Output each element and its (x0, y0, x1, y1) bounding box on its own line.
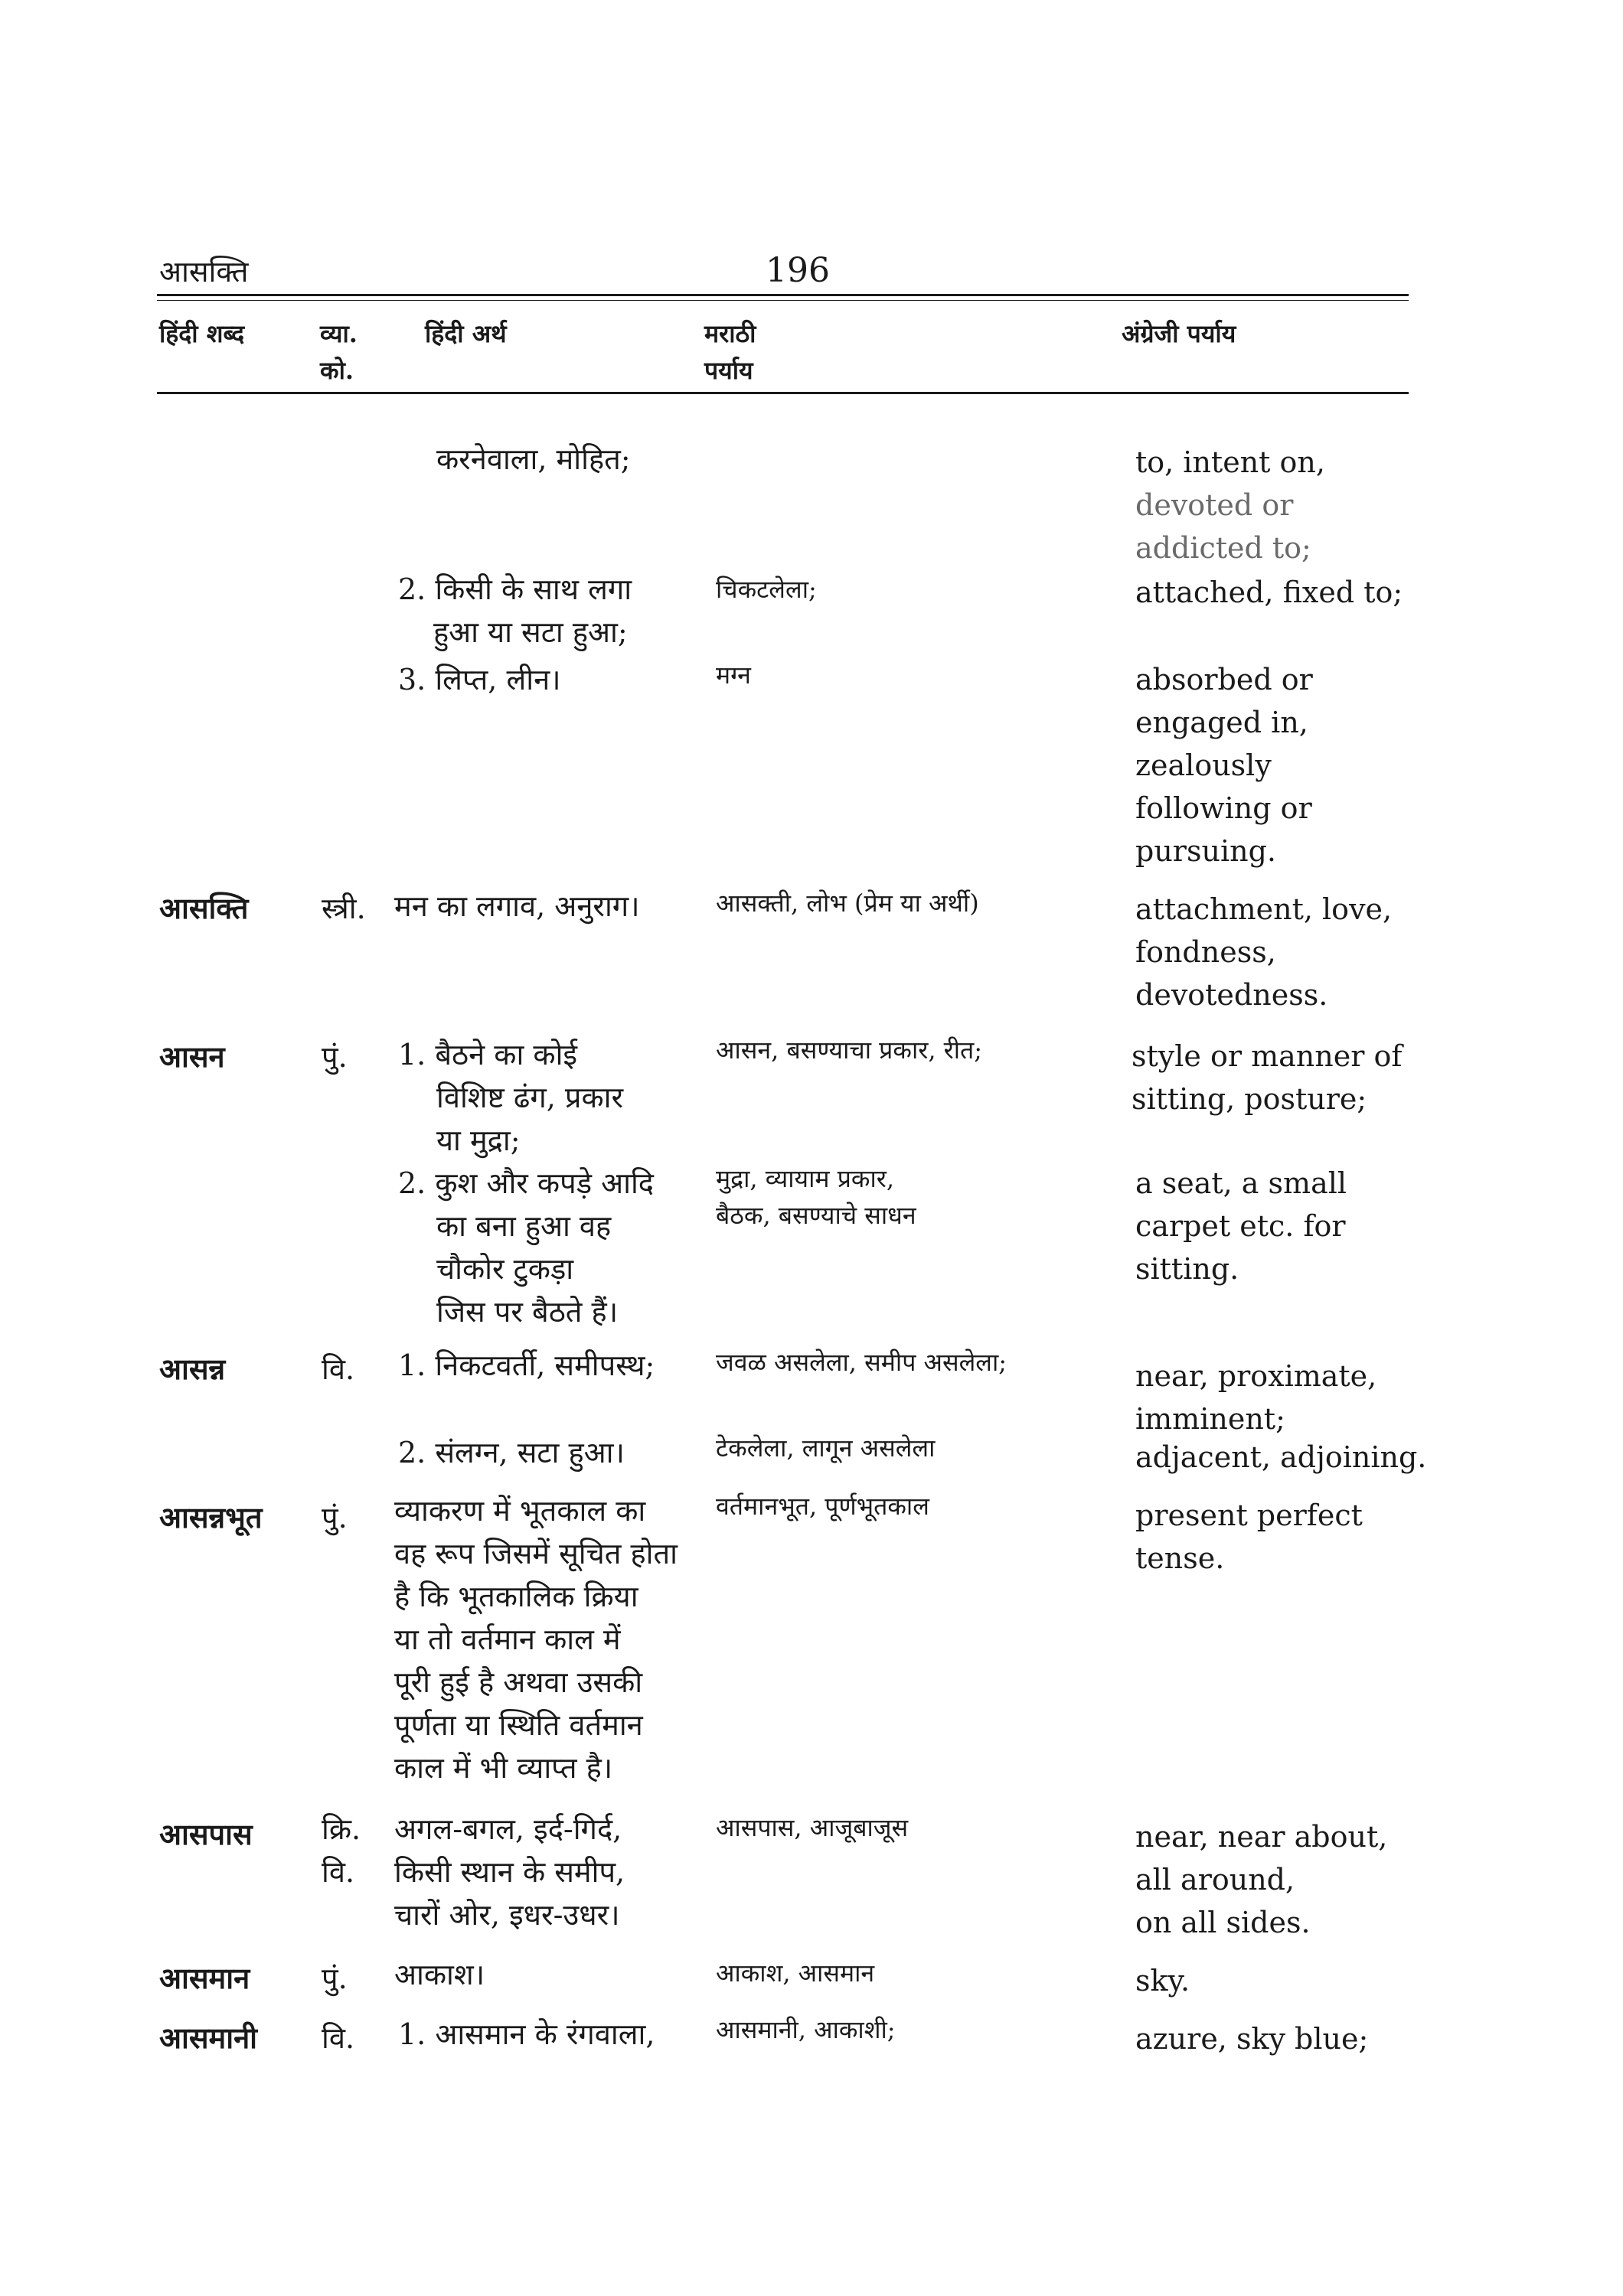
headword-asannbhut: आसन्नभूत (159, 1500, 263, 1534)
grammar-asman: पुं. (322, 1962, 348, 1995)
col-head-grammar: व्या. को. (320, 319, 358, 385)
english-asmani: azure, sky blue; (1135, 2022, 1369, 2056)
headword-aspas: आसपास (159, 1817, 253, 1851)
marathi-asannbhut: वर्तमानभूत, पूर्णभूतकाल (716, 1492, 929, 1521)
headword-asann: आसन्न (159, 1352, 226, 1386)
column-head-rule (157, 392, 1409, 394)
english-asakti: attachment, love, fondness, devotedness. (1135, 892, 1393, 1012)
col-head-marathi: मराठी पर्याय (704, 319, 756, 385)
hindi-meaning-asakti: मन का लगाव, अनुराग। (394, 889, 640, 923)
cont-hindi-meaning-3: 3. लिप्त, लीन। (398, 663, 561, 696)
cont-marathi-3: मग्न (716, 660, 751, 690)
english-aspas: near, near about, all around, on all sides. (1135, 1820, 1388, 1939)
grammar-asakti: स्त्री. (322, 892, 366, 925)
english-asann-1: near, proximate, imminent; (1135, 1359, 1377, 1436)
cont-hindi-meaning-2: 2. किसी के साथ लगा हुआ या सटा हुआ; (398, 572, 632, 649)
hindi-meaning-asann-1: 1. निकटवर्ती, समीपस्थ; (398, 1349, 655, 1382)
hindi-meaning-asman: आकाश। (394, 1958, 485, 1991)
hindi-meaning-asmani: 1. आसमान के रंगवाला, (398, 2017, 655, 2051)
grammar-asmani: वि. (322, 2021, 355, 2055)
marathi-asan-2: मुद्रा, व्यायाम प्रकार, बैठक, बसण्याचे साधन (716, 1164, 916, 1230)
headword-asan: आसन (159, 1039, 225, 1074)
grammar-aspas: क्रि. वि. (322, 1812, 361, 1889)
english-asan-1: style or manner of sitting, posture; (1132, 1039, 1403, 1116)
page-number: 196 (766, 251, 830, 290)
english-asman: sky. (1135, 1964, 1190, 1998)
marathi-asmani: आसमानी, आकाशी; (716, 2015, 896, 2044)
hindi-meaning-asann-2: 2. संलग्न, सटा हुआ। (398, 1436, 625, 1469)
marathi-aspas: आसपास, आजूबाजूस (716, 1813, 909, 1842)
cont-english-2: attached, fixed to; (1135, 576, 1403, 609)
col-head-english: अंग्रेजी पर्याय (1122, 319, 1236, 348)
marathi-asman: आकाश, आसमान (716, 1958, 875, 1988)
hindi-meaning-asannbhut: व्याकरण में भूतकाल का वह रूप जिसमें सूचित होता है कि भूतकालिक क्रिया या तो वर्तमान काल में पूरी हुई है अथवा उसकी पूर्णता या स्थिति वर्तमान काल में भी व्याप्त है। (394, 1494, 678, 1785)
cont-marathi-2: चिकटलेला; (716, 575, 817, 604)
english-asan-2: a seat, a small carpet etc. for sitting. (1135, 1166, 1347, 1286)
header-rule-thin (157, 300, 1409, 301)
english-asann-2: adjacent, adjoining. (1135, 1440, 1427, 1474)
hindi-meaning-asan-2: 2. कुश और कपड़े आदि का बना हुआ वह चौकोर टुकड़ा जिस पर बैठते हैं। (398, 1166, 654, 1329)
cont-hindi-meaning-1: करनेवाला, मोहित; (436, 442, 631, 476)
grammar-asan: पुं. (322, 1040, 348, 1074)
col-head-hindi-word: हिंदी शब्द (159, 319, 245, 348)
hindi-meaning-aspas: अगल-बगल, इर्द-गिर्द, किसी स्थान के समीप, चारों ओर, इधर-उधर। (394, 1812, 625, 1932)
marathi-asan-1: आसन, बसण्याचा प्रकार, रीत; (716, 1035, 983, 1065)
headword-asmani: आसमानी (159, 2020, 258, 2055)
grammar-asann: वि. (322, 1352, 355, 1386)
grammar-asannbhut: पुं. (322, 1501, 348, 1534)
headword-asakti: आसक्ति (159, 891, 249, 925)
cont-english-1: to, intent on, devoted or addicted to; (1135, 445, 1325, 565)
marathi-asann-1: जवळ असलेला, समीप असलेला; (716, 1348, 1007, 1377)
marathi-asann-2: टेकलेला, लागून असलेला (716, 1433, 936, 1463)
running-head-word: आसक्ति (159, 255, 249, 289)
headword-asman: आसमान (159, 1961, 250, 1995)
marathi-asakti: आसक्ती, लोभ (प्रेम या अर्थी) (716, 889, 979, 918)
cont-english-3: absorbed or engaged in, zealously following or pursuing. (1135, 663, 1313, 868)
hindi-meaning-asan-1: 1. बैठने का कोई विशिष्ट ढंग, प्रकार या मुद्रा; (398, 1038, 624, 1157)
col-head-hindi-meaning: हिंदी अर्थ (425, 319, 507, 348)
english-asannbhut: present perfect tense. (1135, 1499, 1363, 1575)
header-rule-top (157, 294, 1409, 296)
